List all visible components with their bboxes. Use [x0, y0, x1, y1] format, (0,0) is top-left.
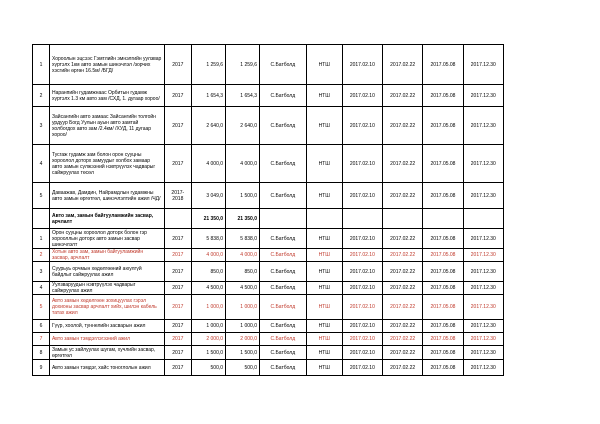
- schedule-table: [32, 44, 504, 376]
- year-cell: 2017: [164, 295, 192, 320]
- date-1-cell: 2017.02.10: [342, 145, 382, 183]
- responsible-person-cell: С.Батболд: [259, 262, 306, 282]
- date-4-cell: 2017.12.30: [463, 183, 503, 209]
- organization-cell: НТШ: [306, 295, 342, 320]
- year-cell: 2017: [164, 333, 192, 346]
- amount-cell: 4 500,0: [226, 282, 260, 295]
- date-4-cell: 2017.12.30: [463, 145, 503, 183]
- organization-cell: НТШ: [306, 320, 342, 333]
- date-1-cell: 2017.02.10: [342, 333, 382, 346]
- date-2-cell: 2017.02.22: [383, 346, 423, 360]
- item-name: Авто замын тэмдэг, хайс тоноглолын ажил: [49, 360, 164, 376]
- responsible-person-cell: С.Батболд: [259, 320, 306, 333]
- date-1-cell: 2017.02.10: [342, 229, 382, 249]
- budget-cell: 1 000,0: [192, 320, 226, 333]
- date-3-cell: 2017.05.08: [423, 107, 463, 145]
- year-cell: 2017: [164, 145, 192, 183]
- date-2-cell: 2017.02.22: [383, 183, 423, 209]
- date-4-cell: 2017.12.30: [463, 107, 503, 145]
- date-4-cell: 2017.12.30: [463, 262, 503, 282]
- organization-cell: НТШ: [306, 229, 342, 249]
- row-number: 5: [33, 295, 50, 320]
- year-cell: 2017: [164, 282, 192, 295]
- date-4-cell: 2017.12.30: [463, 320, 503, 333]
- amount-cell: 1 500,0: [226, 183, 260, 209]
- responsible-person-cell: С.Батболд: [259, 295, 306, 320]
- budget-cell: 1 500,0: [192, 346, 226, 360]
- amount-cell: 2 640,0: [226, 107, 260, 145]
- row-number: 2: [33, 85, 50, 107]
- table-row: [33, 262, 504, 282]
- date-1-cell: 2017.02.10: [342, 320, 382, 333]
- date-2-cell: 2017.02.22: [383, 262, 423, 282]
- date-4-cell: 2017.12.30: [463, 249, 503, 262]
- year-cell: 2017-2018: [164, 183, 192, 209]
- amount-cell: 4 000,0: [226, 145, 260, 183]
- item-name: Даваажав, Дамдин, Найрамдлын гудамжны авто замын өргөтгөл, шинэчлэлтийн ажил /ЧД/: [49, 183, 164, 209]
- amount-cell: 850,0: [226, 262, 260, 282]
- organization-cell: [306, 209, 342, 229]
- table-body: [33, 45, 504, 376]
- row-number: 2: [33, 249, 50, 262]
- date-2-cell: 2017.02.22: [383, 45, 423, 85]
- date-2-cell: 2017.02.22: [383, 320, 423, 333]
- table-row: [33, 183, 504, 209]
- budget-cell: 500,0: [192, 360, 226, 376]
- organization-cell: НТШ: [306, 85, 342, 107]
- date-3-cell: 2017.05.08: [423, 145, 463, 183]
- date-3-cell: 2017.05.08: [423, 320, 463, 333]
- row-number: 3: [33, 107, 50, 145]
- row-number: 4: [33, 282, 50, 295]
- date-2-cell: 2017.02.22: [383, 107, 423, 145]
- responsible-person-cell: С.Батболд: [259, 107, 306, 145]
- row-number: 6: [33, 320, 50, 333]
- responsible-person-cell: С.Батболд: [259, 45, 306, 85]
- year-cell: 2017: [164, 320, 192, 333]
- amount-cell: 1 654,3: [226, 85, 260, 107]
- item-name: Замын ус зайлуулах шугам, хучлийн засвар, өргөтгөл: [49, 346, 164, 360]
- budget-cell: 850,0: [192, 262, 226, 282]
- date-4-cell: [463, 209, 503, 229]
- date-3-cell: 2017.05.08: [423, 262, 463, 282]
- organization-cell: НТШ: [306, 107, 342, 145]
- date-2-cell: 2017.02.22: [383, 333, 423, 346]
- row-number: 8: [33, 346, 50, 360]
- date-1-cell: 2017.02.10: [342, 249, 382, 262]
- year-cell: 2017: [164, 262, 192, 282]
- budget-cell: 3 049,0: [192, 183, 226, 209]
- table-row: [33, 360, 504, 376]
- item-name: Зайсангийн авто замаас Зайсангийн толгойн урдуур Богд Уулын ауын авто замтай холбогдох авто зам /2.4км/ /ХУД, 11 дугаар хороо/: [49, 107, 164, 145]
- table-row: [33, 209, 504, 229]
- date-1-cell: 2017.02.10: [342, 45, 382, 85]
- date-3-cell: 2017.05.08: [423, 229, 463, 249]
- date-3-cell: 2017.05.08: [423, 295, 463, 320]
- year-cell: 2017: [164, 85, 192, 107]
- table-row: [33, 85, 504, 107]
- row-number: 3: [33, 262, 50, 282]
- date-2-cell: 2017.02.22: [383, 85, 423, 107]
- budget-cell: 2 640,0: [192, 107, 226, 145]
- budget-cell: 21 350,0: [192, 209, 226, 229]
- date-3-cell: 2017.05.08: [423, 282, 463, 295]
- organization-cell: НТШ: [306, 282, 342, 295]
- amount-cell: 500,0: [226, 360, 260, 376]
- amount-cell: 1 259,6: [226, 45, 260, 85]
- year-cell: 2017: [164, 45, 192, 85]
- responsible-person-cell: С.Батболд: [259, 249, 306, 262]
- organization-cell: НТШ: [306, 360, 342, 376]
- date-2-cell: 2017.02.22: [383, 145, 423, 183]
- date-1-cell: 2017.02.10: [342, 262, 382, 282]
- date-2-cell: 2017.02.22: [383, 282, 423, 295]
- item-name: Наранпийн гудамжнаас Орбитын гудамж хүртэлх 1.3 км авто зам /СХД, 1. дугаар хороо/: [49, 85, 164, 107]
- table-row: [33, 282, 504, 295]
- table-row: [33, 45, 504, 85]
- date-3-cell: 2017.05.08: [423, 183, 463, 209]
- responsible-person-cell: С.Батболд: [259, 229, 306, 249]
- year-cell: 2017: [164, 360, 192, 376]
- organization-cell: НТШ: [306, 249, 342, 262]
- date-3-cell: 2017.05.08: [423, 346, 463, 360]
- date-2-cell: 2017.02.22: [383, 229, 423, 249]
- responsible-person-cell: С.Батболд: [259, 360, 306, 376]
- date-4-cell: 2017.12.30: [463, 295, 503, 320]
- date-1-cell: 2017.02.10: [342, 107, 382, 145]
- row-number: 7: [33, 333, 50, 346]
- budget-cell: 1 654,3: [192, 85, 226, 107]
- row-number: 4: [33, 145, 50, 183]
- budget-cell: 4 500,0: [192, 282, 226, 295]
- date-2-cell: 2017.02.22: [383, 360, 423, 376]
- date-1-cell: 2017.02.10: [342, 282, 382, 295]
- date-1-cell: 2017.02.10: [342, 183, 382, 209]
- responsible-person-cell: С.Батболд: [259, 346, 306, 360]
- date-3-cell: 2017.05.08: [423, 360, 463, 376]
- table-row: [33, 295, 504, 320]
- responsible-person-cell: С.Батболд: [259, 85, 306, 107]
- date-4-cell: 2017.12.30: [463, 360, 503, 376]
- date-4-cell: 2017.12.30: [463, 45, 503, 85]
- budget-cell: 4 000,0: [192, 249, 226, 262]
- item-name: Авто замын тэмдэглэгээний ажил: [49, 333, 164, 346]
- date-4-cell: 2017.12.30: [463, 85, 503, 107]
- date-4-cell: 2017.12.30: [463, 282, 503, 295]
- date-1-cell: [342, 209, 382, 229]
- amount-cell: 4 000,0: [226, 249, 260, 262]
- year-cell: 2017: [164, 107, 192, 145]
- item-name: Уулзваруудын нэвтрүүлэх чадварыг сайжруулах ажил: [49, 282, 164, 295]
- date-1-cell: 2017.02.10: [342, 295, 382, 320]
- budget-cell: 4 000,0: [192, 145, 226, 183]
- date-1-cell: 2017.02.10: [342, 360, 382, 376]
- date-1-cell: 2017.02.10: [342, 346, 382, 360]
- amount-cell: 1 000,0: [226, 295, 260, 320]
- item-name: Суурьуь орчмын хөдөлгөөний аюулгүй байдлыг сайжруулах ажил: [49, 262, 164, 282]
- budget-cell: 2 000,0: [192, 333, 226, 346]
- row-number: 9: [33, 360, 50, 376]
- amount-cell: 2 000,0: [226, 333, 260, 346]
- item-name: Авто зам, замын байгууламжийн засвар, арчлалт: [49, 209, 164, 229]
- item-name: Гүүр, хоолой, туннелийн засварын ажил: [49, 320, 164, 333]
- amount-cell: 5 838,0: [226, 229, 260, 249]
- year-cell: 2017: [164, 229, 192, 249]
- responsible-person-cell: С.Батболд: [259, 282, 306, 295]
- amount-cell: 1 500,0: [226, 346, 260, 360]
- organization-cell: НТШ: [306, 145, 342, 183]
- item-name: Авто замын хөдөлгөөн зохицуулах гэрэл дохионы засвар арчлалт хийх, шилэн кабель татах ажил: [49, 295, 164, 320]
- date-4-cell: 2017.12.30: [463, 229, 503, 249]
- item-name: Хотын авто зам, замын байгууламжийн засвар, арчлалт: [49, 249, 164, 262]
- amount-cell: 1 000,0: [226, 320, 260, 333]
- date-3-cell: 2017.05.08: [423, 249, 463, 262]
- responsible-person-cell: С.Батболд: [259, 145, 306, 183]
- date-3-cell: 2017.05.08: [423, 45, 463, 85]
- row-number: 5: [33, 183, 50, 209]
- date-4-cell: 2017.12.30: [463, 333, 503, 346]
- responsible-person-cell: С.Батболд: [259, 183, 306, 209]
- table-row: [33, 333, 504, 346]
- date-3-cell: 2017.05.08: [423, 85, 463, 107]
- item-name: Хороолын эцсээс Гэмтлийн эмнэлгийн уулзвар хүртэлх 1км авто замын шинэчлэл /зорчих хэсгийн өргөн 16.5м/ /БГД/: [49, 45, 164, 85]
- row-number: 1: [33, 45, 50, 85]
- organization-cell: НТШ: [306, 262, 342, 282]
- table-row: [33, 229, 504, 249]
- date-4-cell: 2017.12.30: [463, 346, 503, 360]
- budget-cell: 1 000,0: [192, 295, 226, 320]
- date-2-cell: 2017.02.22: [383, 249, 423, 262]
- table-row: [33, 249, 504, 262]
- organization-cell: НТШ: [306, 346, 342, 360]
- table-row: [33, 346, 504, 360]
- table-row: [33, 145, 504, 183]
- responsible-person-cell: [259, 209, 306, 229]
- item-name: Тусгаж гудамж зам болон орон сууцны хороолол доторх замуудыг холбох замаар авто замын сүлжээний нэвтрүүлэх чадварыг сайжруулах төсөл: [49, 145, 164, 183]
- item-name: Орон сууцны хороолол доторх болон гэр хорооллын доторх авто замын засвар шинэчлэлт: [49, 229, 164, 249]
- responsible-person-cell: С.Батболд: [259, 333, 306, 346]
- date-3-cell: 2017.05.08: [423, 333, 463, 346]
- table-row: [33, 107, 504, 145]
- organization-cell: НТШ: [306, 45, 342, 85]
- budget-cell: 1 259,6: [192, 45, 226, 85]
- organization-cell: НТШ: [306, 333, 342, 346]
- table-row: [33, 320, 504, 333]
- year-cell: [164, 209, 192, 229]
- budget-cell: 5 838,0: [192, 229, 226, 249]
- row-number: 1: [33, 229, 50, 249]
- year-cell: 2017: [164, 346, 192, 360]
- organization-cell: НТШ: [306, 183, 342, 209]
- date-1-cell: 2017.02.10: [342, 85, 382, 107]
- row-number: [33, 209, 50, 229]
- amount-cell: 21 350,0: [226, 209, 260, 229]
- date-2-cell: [383, 209, 423, 229]
- date-2-cell: 2017.02.22: [383, 295, 423, 320]
- year-cell: 2017: [164, 249, 192, 262]
- date-3-cell: [423, 209, 463, 229]
